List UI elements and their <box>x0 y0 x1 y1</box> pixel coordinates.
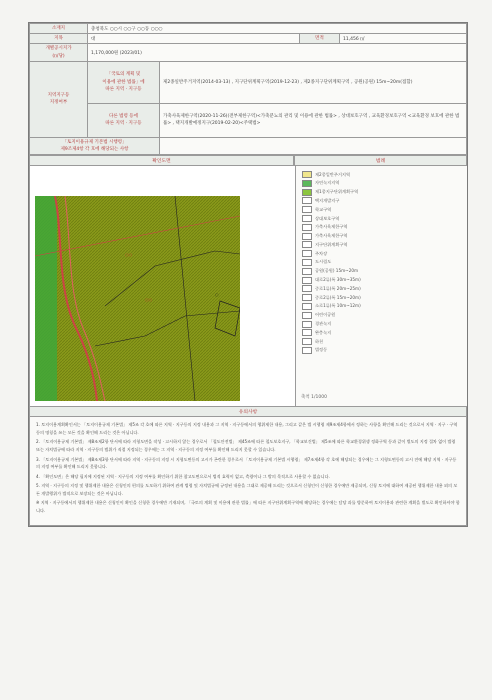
legend-swatch <box>302 224 312 231</box>
legend-swatch <box>302 206 312 213</box>
legend-swatch <box>302 259 312 266</box>
legend-label: 학교구역 <box>315 206 332 212</box>
legend-label: 소로1류(폭 10m~12m) <box>315 303 361 309</box>
legend-header: 범례 <box>294 155 467 166</box>
legend-item <box>302 249 461 258</box>
map-header: 확인도면 <box>29 155 294 166</box>
legend-label: 택지개발지구 <box>315 197 340 203</box>
legend-swatch <box>302 233 312 240</box>
legend-label: 제1종지구단위계획구역 <box>315 189 359 195</box>
legend-item <box>302 205 461 214</box>
legend-item <box>302 214 461 223</box>
area-value: 11,456 ㎡ <box>340 34 467 44</box>
legend-label: 어린이공원 <box>315 312 336 318</box>
legend-item <box>302 188 461 197</box>
zone-sub1-value: 제2종일반주거지역(2014-03-13) , 지구단위계획구역(2019-12-23) , 제2종지구단위계획구역 , 공원(공원) 15m~20m(접함) <box>160 61 467 103</box>
reg-label: 「토지이용규제 기본법 시행령」 제9조제4항 각 호에 해당되는 사항 <box>30 137 160 154</box>
legend-swatch <box>302 250 312 257</box>
legend-item <box>302 267 461 276</box>
map-label-2: ○○ <box>145 297 152 303</box>
legend-label: 도시림도 <box>315 259 332 265</box>
legend-item <box>302 293 461 302</box>
legend-item <box>302 232 461 241</box>
legend-swatch <box>302 189 312 196</box>
note-paragraph: ※ 지역 · 지구등에서의 행위제한 내용은 신청인이 확인을 신청한 경우에만 기재되며, 「국토의 계획 및 이용에 관한 법률」에 따른 지구단위계획구역에 해당하는 경우에는 담당 과를 방문하여 토지이용과 관련한 계획을 별도로 확인하셔야 합니다. <box>36 500 460 514</box>
legend-label: 지구단위계획구역 <box>315 241 348 247</box>
note-paragraph: 3. 「토지이용규제 기본법」 제8조제3항 단서에 따라 지역 · 지구등의 지정 시 지형도면등의 고시가 곤란한 경우로서 「토지이용규제 기본법 시행령」 제7조제4항 각 호에 해당되는 경우에는 그 지형도면등의 고시 전에 해당 지역 · 지구등의 지정 여부를 확인해 드리지 못합니다. <box>36 456 457 470</box>
legend-swatch <box>302 321 312 328</box>
legend-item <box>302 284 461 293</box>
zone-sub2-label: 다른 법령 등에 따른 지역 · 지구등 <box>88 103 160 137</box>
parcel-map <box>35 196 240 401</box>
legend-item <box>302 276 461 285</box>
notes-header: 유의사항 <box>29 406 467 417</box>
legend-swatch <box>302 303 312 310</box>
legend-label: 하천 <box>315 338 324 344</box>
legend-swatch <box>302 277 312 284</box>
legend-list <box>302 170 461 355</box>
confirmation-map <box>30 166 296 406</box>
price-label: 개별공시지가 (㎡당) <box>30 44 88 61</box>
legend-label: 중로2류(폭 15m~20m) <box>315 294 361 300</box>
map-label-1: ○○ <box>125 252 132 258</box>
legend-item <box>302 320 461 329</box>
legend-item <box>302 223 461 232</box>
legend-swatch <box>302 268 312 275</box>
legend-label: 제2종일반주거지역 <box>315 171 351 177</box>
area-label: 면적 <box>300 34 340 44</box>
jimok-label: 지목 <box>30 34 88 44</box>
legend-swatch <box>302 197 312 204</box>
note-paragraph: 2. 「토지이용규제 기본법」 제8조제2항 단서에 따라 지형도면을 작성 · 고시하지 않는 경우로서 「철도안전법」 제45조에 따른 철도보호지구, 「학교보건법」 제5조에 따른 학교환경위생 정화구역 등과 같이 별도의 지정 절차 없이 법령 또는 자치법규에 따라 지역 · 지구등의 범위가 직접 지정되는 경우에는 그 지역 · 지구등의 지정 여부를 확인해 드리지 못할 수 있습니다. <box>36 439 456 452</box>
legend-item <box>302 337 461 346</box>
note-paragraph: 5. 지역 · 지구등의 지정 및 행위제한 내용은 신청인의 편의를 도모하기 위하여 관계 법령 및 자치법규에 규정된 내용을 그대로 제공해 드리는 것으로서 신청인이 신청한 경우에만 제공되며, 신청 토지에 대하여 제공된 행위제한 내용 외의 모든 개발행위가 법적으로 보장되는 것은 아닙니다. <box>36 483 458 496</box>
notes-list <box>29 417 467 526</box>
legend-item <box>302 170 461 179</box>
legend-label: 법정동 <box>315 347 328 353</box>
green-belt <box>35 196 57 401</box>
legend-label: 주차장 <box>315 250 328 256</box>
legend-label: 중로1류(폭 20m~25m) <box>315 285 361 291</box>
legend-label: 경관녹지 <box>315 321 332 327</box>
legend-item <box>302 302 461 311</box>
legend-swatch <box>302 285 312 292</box>
legend-item <box>302 241 461 250</box>
land-use-certificate <box>28 22 468 527</box>
zone-sub2-value: 가축사육제한구역(2020-11-26)(전부제한구역)<가축분뇨의 관리 및 이용에 관한 법률> , 상대보호구역 , 교육환경보호구역 <교육환경 보호에 관한 법률> , 택지개발예정지구(2019-02-20)<주택법> <box>160 103 467 137</box>
reg-value <box>160 137 467 154</box>
legend-label: 가축사육제한구역 <box>315 224 348 230</box>
legend-swatch <box>302 338 312 345</box>
price-value: 1,170,000원 (2023/01) <box>88 44 467 61</box>
jimok-value: 대 <box>88 34 300 44</box>
legend-item <box>302 311 461 320</box>
note-paragraph: 1. 토지이용계획확인서는 「토지이용규제 기본법」 제5조 각 호에 따른 지역 · 지구등의 지정 내용과 그 지역 · 지구등에서의 행위제한 내용, 그리고 같은 법 시행령 제9조제4항에서 정하는 사항을 확인해 드리는 것으로서 지역 · 지구 · 구역 등의 명칭을 쓰는 모든 것을 확인해 드리는 것은 아닙니다. <box>36 422 458 435</box>
legend-label: 대로2류(폭 30m~35m) <box>315 277 361 283</box>
legend-swatch <box>302 347 312 354</box>
legend-swatch <box>302 171 312 178</box>
legend-item <box>302 179 461 188</box>
zone-sub1-label: 「국토의 계획 및 이용에 관한 법률」에 따른 지역 · 지구등 <box>88 61 160 103</box>
legend-item <box>302 328 461 337</box>
legend-label: 상대보호구역 <box>315 215 340 221</box>
legend-item <box>302 197 461 206</box>
legend-label: 가축사육제한구역 <box>315 233 348 239</box>
legend-swatch <box>302 215 312 222</box>
info-table <box>29 23 467 155</box>
location-value: 충청북도 ○○시 ○○구 ○○동 ○○○ <box>88 24 467 34</box>
legend-swatch <box>302 329 312 336</box>
map-section <box>29 166 467 406</box>
legend-swatch <box>302 180 312 187</box>
legend-label: 완충녹지 <box>315 329 332 335</box>
legend-swatch <box>302 312 312 319</box>
map-scale: 축척 1/1000 <box>301 395 327 401</box>
legend-label: 공원(공원) 15m~20m <box>315 268 359 274</box>
legend-swatch <box>302 241 312 248</box>
location-label: 소재지 <box>30 24 88 34</box>
legend-item <box>302 258 461 267</box>
legend-label: 자연녹지지역 <box>315 180 340 186</box>
legend <box>296 166 467 406</box>
map-label-3: ○ <box>215 292 219 298</box>
legend-swatch <box>302 294 312 301</box>
note-paragraph: 4. 「확인도면」은 해당 필지에 지정된 지역 · 지구등의 지정 여부를 확인하기 위한 참고도면으로서 법적 효력이 없고, 측량이나 그 밖의 목적으로 사용할 수 없습니다. <box>36 473 330 479</box>
zone-label: 지역지구등 지정여부 <box>30 61 88 137</box>
legend-item <box>302 346 461 355</box>
